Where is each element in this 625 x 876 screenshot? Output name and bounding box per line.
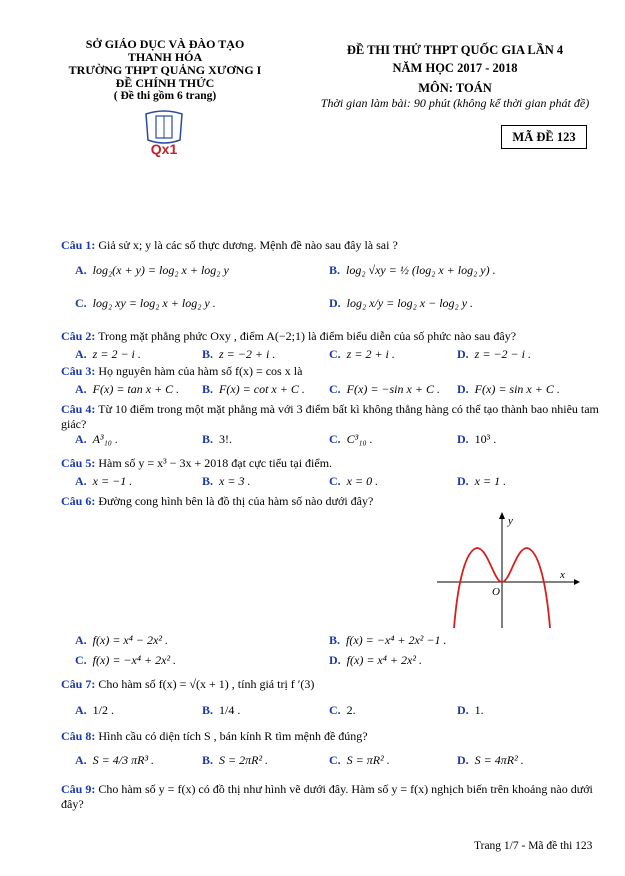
- y-axis-label: y: [508, 515, 513, 527]
- question-6-graph: [432, 510, 582, 630]
- exam-title: ĐỀ THI THỬ THPT QUỐC GIA LẦN 4: [346, 43, 564, 57]
- option-2c[interactable]: C. z = 2 + i .: [329, 347, 395, 361]
- option-8b[interactable]: B. S = 2πR² .: [202, 753, 269, 767]
- option-6a[interactable]: A. f(x) = x⁴ − 2x² .: [75, 633, 168, 647]
- subject: MÔN: TOÁN: [418, 81, 492, 95]
- option-5c[interactable]: C. x = 0 .: [329, 474, 379, 488]
- option-7a[interactable]: A. 1/2 .: [75, 703, 115, 717]
- option-8a[interactable]: A. S = 4/3 πR³ .: [75, 753, 155, 767]
- option-3b[interactable]: B. F(x) = cot x + C .: [202, 382, 305, 396]
- question-5: Câu 5: Hàm số y = x³ − 3x + 2018 đạt cực tiểu tại điểm.: [61, 456, 333, 470]
- school-line: TRƯỜNG THPT QUẢNG XƯƠNG I: [68, 63, 262, 77]
- logo-text: Qx1: [150, 141, 178, 157]
- school-logo: [138, 106, 190, 160]
- question-3: Câu 3: Họ nguyên hàm của hàm số f(x) = cos x là: [61, 364, 303, 378]
- option-7c[interactable]: C. 2.: [329, 703, 356, 717]
- option-2b[interactable]: B. z = −2 + i .: [202, 347, 276, 361]
- option-1b[interactable]: B. log₂ √xy = ½ (log₂ x + log₂ y) .: [329, 263, 496, 277]
- question-6: Câu 6: Đường cong hình bên là đồ thị của hàm số nào dưới đây?: [61, 494, 374, 508]
- question-7: Câu 7: Cho hàm số f(x) = √(x + 1) , tính giá trị f ′(3): [61, 677, 315, 691]
- option-5a[interactable]: A. x = −1 .: [75, 474, 133, 488]
- option-6b[interactable]: B. f(x) = −x⁴ + 2x² −1 .: [329, 633, 447, 647]
- question-2: Câu 2: Trong mặt phẳng phức Oxy , điểm A(−2;1) là điểm biểu diễn của số phức nào sau đây?: [61, 329, 517, 343]
- question-1: [61, 238, 601, 253]
- option-1c[interactable]: C. log₂ xy = log₂ x + log₂ y .: [75, 296, 216, 310]
- origin-label: O: [492, 586, 500, 598]
- option-1d[interactable]: D. log₂ x/y = log₂ x − log₂ y .: [329, 296, 474, 310]
- page-footer: Trang 1/7 - Mã đề thi 123: [474, 840, 593, 852]
- option-6c[interactable]: C. f(x) = −x⁴ + 2x² .: [75, 653, 177, 667]
- school-year: NĂM HỌC 2017 - 2018: [392, 61, 518, 75]
- x-axis-label: x: [560, 569, 565, 581]
- exam-code-box: MÃ ĐỀ 123: [501, 125, 587, 149]
- option-4d[interactable]: D. 10³ .: [457, 432, 497, 446]
- option-7b[interactable]: B. 1/4 .: [202, 703, 241, 717]
- official-line: ĐỀ CHÍNH THỨC: [115, 76, 215, 90]
- option-7d[interactable]: D. 1.: [457, 703, 484, 717]
- department-line: SỞ GIÁO DỤC VÀ ĐÀO TẠO: [85, 37, 245, 51]
- province-line: THANH HÓA: [127, 50, 203, 64]
- y-axis-arrow: [499, 512, 505, 519]
- time-limit: Thời gian làm bài: 90 phút (không kể thời gian phát đề): [320, 96, 590, 110]
- option-5d[interactable]: D. x = 1 .: [457, 474, 507, 488]
- school-header: [40, 38, 290, 103]
- option-8d[interactable]: D. S = 4πR² .: [457, 753, 524, 767]
- option-3d[interactable]: D. F(x) = sin x + C .: [457, 382, 560, 396]
- option-2a[interactable]: A. z = 2 − i .: [75, 347, 141, 361]
- option-1a[interactable]: A. log₂(x + y) = log₂ x + log₂ y: [75, 263, 229, 277]
- question-label: Câu 1:: [61, 238, 96, 252]
- option-5b[interactable]: B. x = 3 .: [202, 474, 251, 488]
- x-axis-arrow: [574, 579, 580, 585]
- question-9: Câu 9: Cho hàm số y = f(x) có đồ thị như hình vẽ dưới đây. Hàm số y = f(x) nghịch biến trên khoảng nào dưới đây?: [61, 782, 593, 811]
- question-8: Câu 8: Hình cầu có diện tích S , bán kính R tìm mệnh đề đúng?: [61, 729, 368, 743]
- option-4b[interactable]: B. 3!.: [202, 432, 233, 446]
- exam-header: [300, 43, 610, 111]
- pages-line: ( Đề thi gồm 6 trang): [113, 90, 217, 102]
- option-3a[interactable]: A. F(x) = tan x + C .: [75, 382, 180, 396]
- option-4c[interactable]: C. C³₁₀ .: [329, 432, 373, 446]
- option-3c[interactable]: C. F(x) = −sin x + C .: [329, 382, 440, 396]
- option-4a[interactable]: A. A³₁₀ .: [75, 432, 118, 446]
- option-2d[interactable]: D. z = −2 − i .: [457, 347, 531, 361]
- option-6d[interactable]: D. f(x) = x⁴ + 2x² .: [329, 653, 422, 667]
- question-4: Câu 4: Từ 10 điểm trong một mặt phẳng mà với 3 điểm bất kì không thẳng hàng có thể tạo thành bao nhiêu tam giác?: [61, 402, 599, 431]
- question-text: Giả sử x; y là các số thực dương. Mệnh đề nào sau đây là sai ?: [98, 238, 398, 252]
- option-8c[interactable]: C. S = πR² .: [329, 753, 390, 767]
